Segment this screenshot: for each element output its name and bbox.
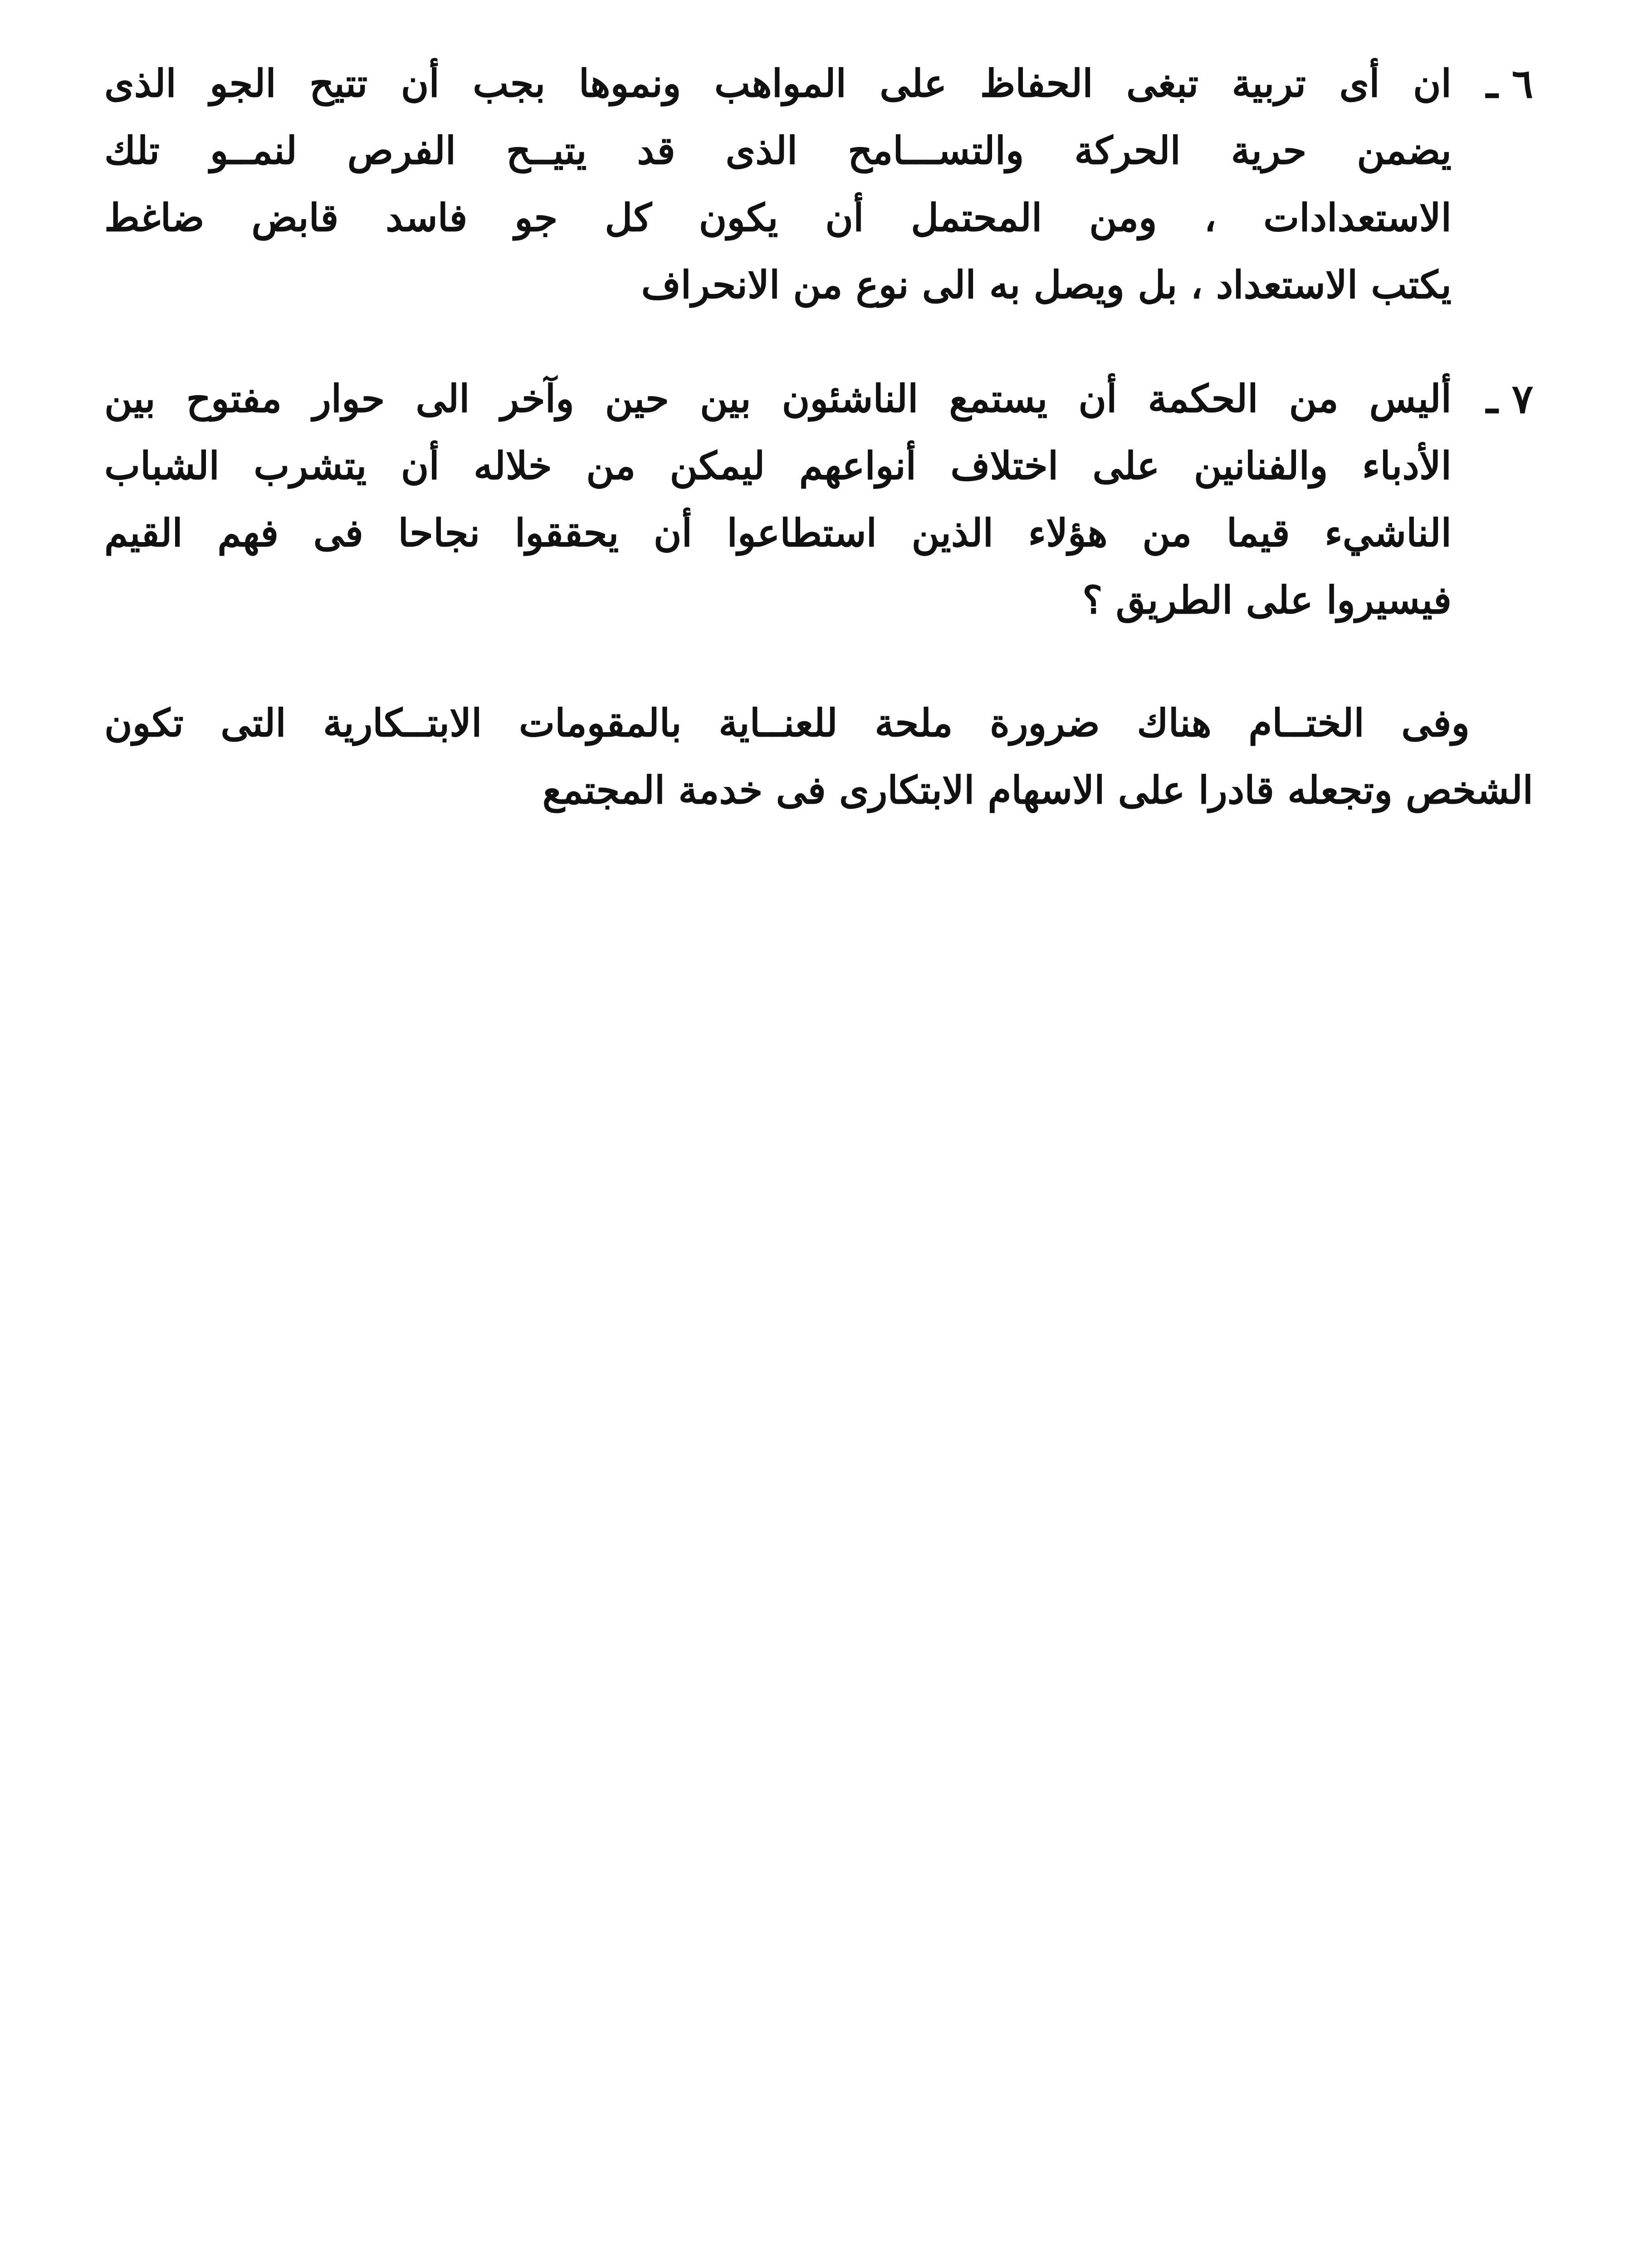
text-line: الأدباء والفنانين على اختلاف أنواعهم ليمكن من خلاله أن يتشرب الشباب <box>104 443 1452 488</box>
text-line: الاستعدادات ، ومن المحتمل أن يكون كل جو فاسد قابض ضاغط <box>104 195 1452 240</box>
list-item-number: ٦ ـ <box>1486 60 1533 107</box>
text-line: أليس من الحكمة أن يستمع الناشئون بين حين وآخر الى حوار مفتوح بين <box>104 376 1452 421</box>
text-line: ان أى تربية تبغى الحفاظ على المواهب ونموها بجب أن تتيح الجو الذى <box>104 61 1452 106</box>
text-line: فيسيروا على الطريق ؟ <box>1082 577 1452 622</box>
list-item-text <box>104 50 1474 318</box>
text-line: يضمن حرية الحركة والتســـامح الذى قد يتيــح الفرص لنمــو تلك <box>104 128 1452 173</box>
closing-paragraph <box>104 689 1533 824</box>
list-item-text <box>104 365 1474 634</box>
text-line: وفى الختــام هناك ضرورة ملحة للعنــاية بالمقومات الابتــكارية التى تكون <box>104 700 1470 745</box>
text-line: الناشيء قيما من هؤلاء الذين استطاعوا أن يحققوا نجاحا فى فهم القيم <box>104 510 1452 555</box>
list-item-number: ٧ ـ <box>1486 375 1533 422</box>
list-item-7 <box>104 365 1533 634</box>
text-line: الشخص وتجعله قادرا على الاسهام الابتكارى فى خدمة المجتمع <box>542 767 1533 812</box>
list-item-6 <box>104 50 1533 318</box>
text-line: يكتب الاستعداد ، بل ويصل به الى نوع من الانحراف <box>641 262 1452 307</box>
